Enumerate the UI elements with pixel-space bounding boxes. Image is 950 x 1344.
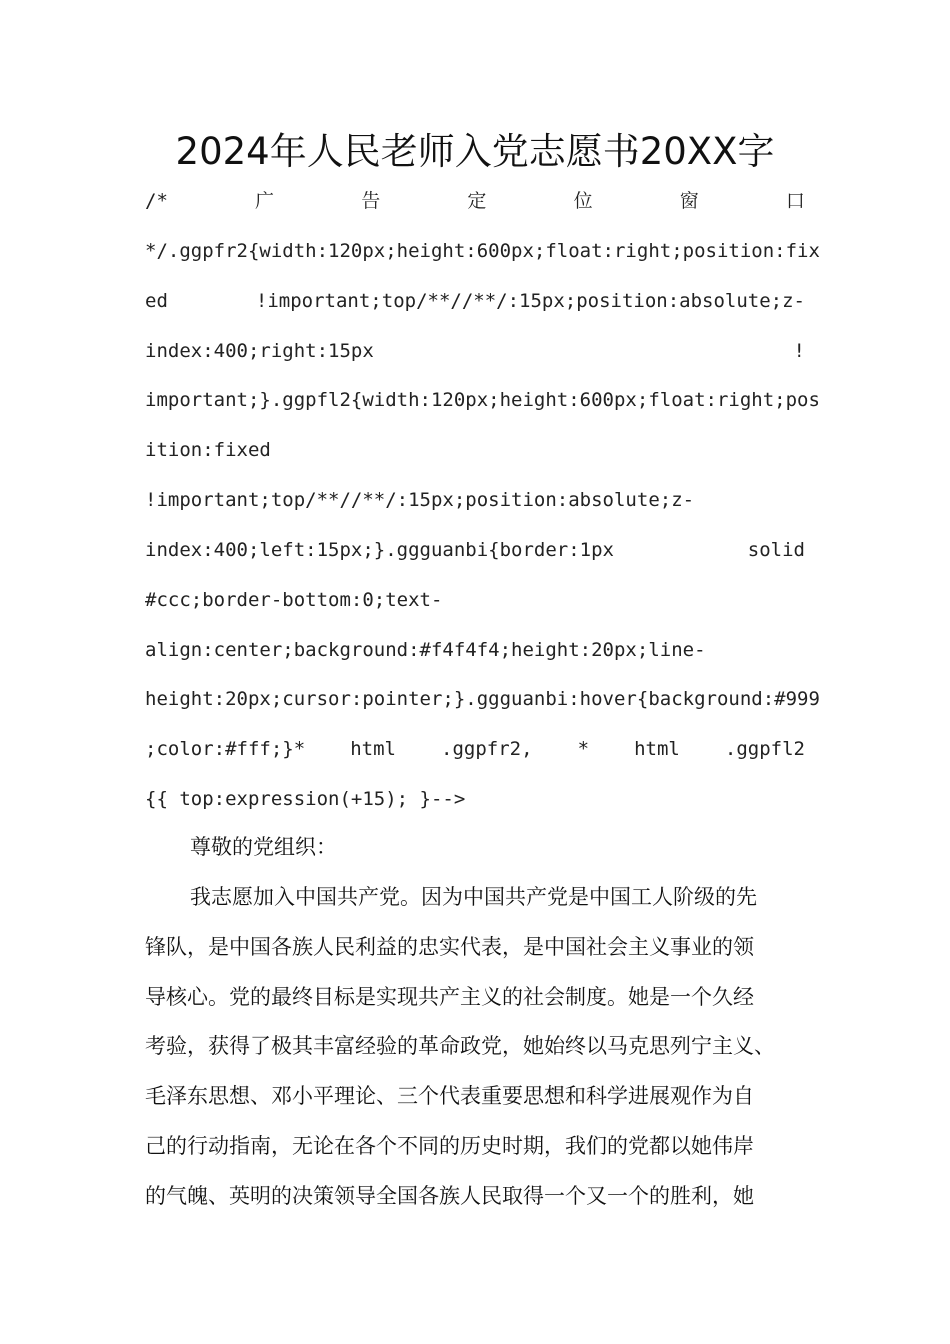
paragraph-line: 的气魄、英明的决策领导全国各族人民取得一个又一个的胜利，她 (145, 1184, 754, 1208)
code-line-6: ition:fixed (145, 439, 271, 461)
code-line-1 (145, 188, 805, 214)
code-token: ;color:#fff;}* (145, 738, 306, 760)
paragraph-line: 锋队，是中国各族人民利益的忠实代表，是中国社会主义事业的领 (145, 935, 754, 959)
code-line-11: height:20px;cursor:pointer;}.ggguanbi:hover{background:#999 (145, 688, 820, 710)
paragraph-line: 己的行动指南，无论在各个不同的历史时期，我们的党都以她伟岸 (145, 1134, 754, 1158)
code-line-8 (145, 537, 805, 563)
code-token: 告 (361, 190, 381, 212)
code-line-13: {{ top:expression(+15); }--> (145, 788, 466, 810)
code-token: 位 (573, 190, 593, 212)
code-token: /* (145, 190, 168, 212)
code-line-3 (145, 288, 805, 314)
code-line-10: align:center;background:#f4f4f4;height:20px;line- (145, 639, 706, 661)
paragraph-line: 毛泽东思想、邓小平理论、三个代表重要思想和科学进展观作为自 (145, 1084, 754, 1108)
code-token: 广 (255, 190, 275, 212)
code-line-9: #ccc;border-bottom:0;text- (145, 589, 443, 611)
paragraph-line: 我志愿加入中国共产党。因为中国共产党是中国工人阶级的先 (190, 885, 757, 909)
code-line-7: !important;top/**//**/:15px;position:absolute;z- (145, 489, 695, 511)
code-line-12 (145, 736, 805, 762)
code-token: .ggpfr2, (441, 738, 533, 760)
code-token: ed (145, 290, 168, 312)
code-line-5: important;}.ggpfl2{width:120px;height:600px;float:right;pos (145, 389, 820, 411)
code-token: solid (747, 539, 805, 561)
code-token: 口 (785, 190, 805, 212)
code-token: ! (793, 340, 805, 362)
document-title: 2024年人民老师入党志愿书20XX字 (175, 130, 775, 173)
salutation: 尊敬的党组织： (190, 835, 337, 859)
code-token: index:400;left:15px;}.ggguanbi{border:1px (145, 539, 614, 561)
code-token: !important;top/**//**/:15px;position:absolute;z- (255, 290, 805, 312)
code-token: .ggpfl2 (724, 738, 805, 760)
code-token: index:400;right:15px (145, 340, 374, 362)
code-line-4 (145, 338, 805, 364)
paragraph-line: 考验，获得了极其丰富经验的革命政党，她始终以马克思列宁主义、 (145, 1034, 775, 1058)
code-token: html (350, 738, 396, 760)
code-line-2: */.ggpfr2{width:120px;height:600px;float:right;position:fix (145, 240, 820, 262)
code-token: html (634, 738, 680, 760)
paragraph-line: 导核心。党的最终目标是实现共产主义的社会制度。她是一个久经 (145, 985, 754, 1009)
code-token: * (577, 738, 590, 760)
code-token: 窗 (679, 190, 699, 212)
code-token: 定 (467, 190, 487, 212)
